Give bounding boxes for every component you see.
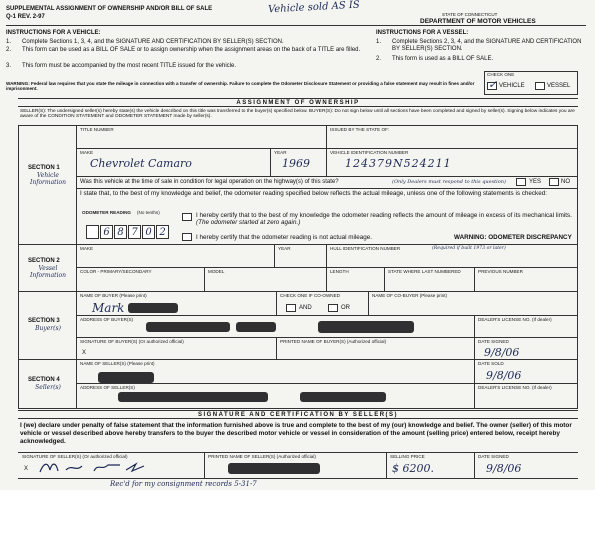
section-3-title: SECTION 3 [28, 318, 60, 324]
vessel-color-label: COLOR - PRIMARY/SECONDARY [80, 269, 152, 274]
agency-state: STATE OF CONNECTICUT [442, 12, 498, 17]
vessel-model-label: MODEL [208, 269, 225, 274]
instructions-vessel-item-1: Complete Sections 2, 3, 4, and the SIGNATURE AND CERTIFICATION BY SELLER(S) SECTION. [392, 39, 582, 52]
buyer-date-signed-label: DATE SIGNED [478, 339, 509, 344]
vessel-length-label: LENGTH [330, 269, 349, 274]
buyer-signature-label: SIGNATURE OF BUYER(S) (Or authorized official) [80, 339, 184, 344]
section-4-title: SECTION 4 [28, 377, 60, 383]
section-2-title: SECTION 2 [28, 258, 60, 264]
cobuyer-name-label: NAME OF CO-BUYER (Please print) [372, 293, 448, 298]
coowned-or-checkbox[interactable] [328, 304, 338, 312]
section-4-subtitle: Seller(s) [35, 384, 61, 391]
instructions-vehicle-heading: INSTRUCTIONS FOR A VEHICLE: [6, 30, 101, 36]
make-value[interactable]: Chevrolet Camaro [90, 157, 192, 170]
year-value[interactable]: 1969 [282, 157, 310, 170]
redacted-seller-address-2 [300, 392, 386, 402]
issued-by-label: ISSUED BY THE STATE OF: [330, 127, 390, 132]
legal-yes-checkbox[interactable] [516, 178, 526, 186]
vehicle-check-mark: ✓ [488, 78, 498, 91]
instructions-vessel-item-2: This form is used as a BILL OF SALE. [392, 56, 494, 62]
seller-address-label: ADDRESS OF SELLER(S) [80, 385, 135, 390]
instructions-vehicle-item-1: Complete Sections 1, 3, 4, and the SIGNATURE AND CERTIFICATION BY SELLER(S) SECTION. [22, 39, 284, 45]
odometer-reading-field[interactable] [86, 225, 170, 239]
buyer-address-label: ADDRESS OF BUYER(S) [80, 317, 134, 322]
redacted-seller-printed-name [228, 463, 320, 474]
make-label: MAKE [80, 150, 94, 155]
seller-date-signed-value[interactable]: 9/8/06 [486, 462, 522, 475]
check-one-label: CHECK ONE [487, 72, 515, 77]
vin-value[interactable]: 124379N524211 [345, 157, 452, 170]
section-1-title: SECTION 1 [28, 165, 60, 171]
odometer-exceeds-checkbox[interactable] [182, 213, 192, 221]
selling-price-label: SELLING PRICE [390, 454, 425, 459]
section-1-subtitle: Vehicle Information [29, 172, 66, 186]
buyer-printed-name-label: PRINTED NAME OF BUYER(S) (Authorized official) [280, 339, 387, 344]
federal-warning: WARNING: Federal law requires that you state the mileage in connection with a transfer of ownership. Failure to complete the Odometer Disclosure Statement or providing a false statement may result in fines and/or imprisonment. [6, 81, 475, 92]
redacted-seller-address-1 [118, 392, 268, 402]
seller-signature-x[interactable]: X [24, 466, 29, 472]
buyer-name-label: NAME OF BUYER (Please print) [80, 293, 147, 298]
seller-dealer-license-label: DEALER'S LICENSE NO. (If dealer) [478, 385, 552, 390]
state-last-numbered-label: STATE WHERE LAST NUMBERED [388, 269, 461, 274]
assignment-banner: ASSIGNMENT OF OWNERSHIP [18, 98, 578, 107]
buyer-dealer-license-label: DEALER'S LICENSE NO. (If dealer) [478, 317, 552, 322]
year-label: YEAR [274, 150, 287, 155]
hull-id-note: (Required if built 1973 or later) [432, 246, 506, 251]
legal-yes-label: YES [529, 179, 542, 185]
redacted-buyer-address-1 [146, 322, 230, 332]
legal-note: (Only Dealers must respond to this question) [392, 179, 506, 185]
seller-printed-name-label: PRINTED NAME OF SELLER(S) (Authorized official) [208, 454, 316, 459]
buyer-date-signed-value[interactable]: 9/8/06 [484, 346, 520, 359]
odometer-digit [86, 225, 99, 239]
vin-label: VEHICLE IDENTIFICATION NUMBER [330, 150, 409, 155]
bill-of-sale-document: SUPPLEMENTAL ASSIGNMENT OF OWNERSHIP AND/OR BILL OF SALE Q-1 REV. 2-97 Vehicle sold AS IS STATE OF CONNECTICUT DEPARTMENT OF MOTOR VEHICLES INSTRUCTIONS FOR A VEHICLE: 1. Complete Sections 1, 3, 4, and the SIGNATURE AND CERTIFICATION BY SELLER(S) SECTION. 2. This form can be used as a BILL OF SALE or to assign ownership when the assignment areas on the back of a TITLE are filled. 3. This form must be accompanied by the most recent TITLE issued for the vehicle. INSTRUCTIONS FOR A VESSEL: 1. Complete Sections 2, 3, 4, and the SIGNATURE AND CERTIFICATION BY SELLER(S) SECTION. 2. This form is used as a BILL OF SALE. CHECK ONE ✓ VEHICLE VESSEL WARNING: Federal law requires that you state the mileage in connection with a transfer of ownership. Failure to complete the Odometer Disclosure Statement or providing a false statement may result in fines and/or imprisonment. ASSIGNMENT OF OWNERSHIP SELLER(S): The undersigned seller(s) hereby state(s) the vehicle described on this title was transferred to the buyer(s) specified below. BUYER(S): Do not sign below until all sections have been completed and signed by seller(s). Signing below indicates you are aware of the CONDITION STATEMENT and ODOMETER STATEMENT made by seller(s). SECTION 1 Vehicle Information TITLE NUMBER ISSUED BY THE STATE OF: MAKE Chevrolet Camaro YEAR 1969 VEHICLE IDENTIFICATION NUMBER 124379N524211 Was this vehicle at the time of sale in condition for legal operation on the highway(s) of this state? (Only Dealers must respond to this question) YES NO I state that, to the best of my knowledge and belief, the odometer reading specified below reflects the actual mileage, unless one of the following statements is checked: ODOMETER READING (No tenths) 6 8 7 0 2 I hereby certify that to the best of my knowledge the odometer reading reflects the amount of mileage in excess of its mechanical limits. (The odometer started at zero again.) I hereby certify that the odometer reading is not actual mileage. WARNING: ODOMETER DISCREPANCY SECTION 2 Vessel Information MAKE YEAR HULL IDENTIFICATION NUMBER (Required if built 1973 or later) COLOR - PRIMARY/SECONDARY MODEL LENGTH STATE WHERE LAST NUMBERED PREVIOUS NUMBER SECTION 3 Buyer(s) NAME OF BUYER (Please print) Mark CHECK ONE IF CO-OWNED AND OR NAME OF CO-BUYER (Please print) ADDRESS OF BUYER(S) DEALER'S LICENSE NO. (If dealer) SIGNATURE OF BUYER(S) (Or authorized official) X PRINTED NAME OF BUYER(S) (Authorized official) DATE SIGNED 9/8/06 SECTION 4 Seller(s) NAME OF SELLER(S) (Please print) DATE SOLD 9/8/06 ADDRESS OF SELLER(S) DEALER'S LICENSE NO. (If dealer) SIGNATURE AND CERTIFICATION BY SELLER(S) I (we) declare under penalty of false statement that the information furnished above is true and complete to the best of my (our) knowledge and belief. The owner (seller) of this motor vehicle or vessel described above hereby transfers to the buyer the described motor vehicle or vessel in consideration of the amount (selling price) entered below, receipt hereby acknowledged. SIGNATURE OF SELLER(S) (Or authorized official) X PRINTED NAME OF SELLER(S) (Authorized official) SELLING PRICE $ 6200. DATE SIGNED 9/8/06 Rec'd for my consignment records 5-31-7 [0, 0, 595, 490]
certification-banner: SIGNATURE AND CERTIFICATION BY SELLER(S) [18, 410, 578, 419]
redacted-buyer-address-3 [318, 321, 414, 333]
seller-signature-scrawl [36, 458, 176, 476]
agency-name: DEPARTMENT OF MOTOR VEHICLES [420, 18, 536, 25]
vehicle-checkbox[interactable] [487, 78, 498, 91]
vessel-year-label: YEAR [278, 246, 291, 251]
coowned-label: CHECK ONE IF CO-OWNED [280, 293, 340, 298]
odometer-digit: 6 [100, 225, 113, 239]
coowned-and-label: AND [299, 305, 312, 311]
buyer-name-value[interactable]: Mark [92, 301, 125, 315]
vessel-make-label: MAKE [80, 246, 94, 251]
previous-number-label: PREVIOUS NUMBER [478, 269, 523, 274]
odometer-digit: 2 [156, 225, 169, 239]
buyer-signature-x[interactable]: X [82, 350, 87, 356]
hull-id-label: HULL IDENTIFICATION NUMBER [330, 246, 401, 251]
vessel-label: VESSEL [547, 83, 571, 89]
handwritten-bottom-note: Rec'd for my consignment records 5-31-7 [110, 480, 257, 488]
odometer-not-actual-checkbox[interactable] [182, 233, 192, 241]
section-2-subtitle: Vessel Information [29, 265, 66, 279]
odometer-discrepancy-warning: WARNING: ODOMETER DISCREPANCY [454, 234, 572, 241]
selling-price-value[interactable]: $ 6200. [392, 462, 434, 475]
instructions-vehicle-item-3: This form must be accompanied by the most recent TITLE issued for the vehicle. [22, 63, 236, 69]
redacted-buyer-address-2 [236, 322, 276, 332]
instructions-vessel-heading: INSTRUCTIONS FOR A VESSEL: [376, 30, 469, 36]
odometer-digit: 7 [128, 225, 141, 239]
redacted-buyer-surname [128, 303, 178, 313]
certification-text: I (we) declare under penalty of false statement that the information furnished above is true and complete to the best of my (our) knowledge and belief. The owner (seller) of this motor vehicle or vessel described above hereby transfers to the buyer the described motor vehicle or vessel in consideration of the amount (selling price) entered below, receipt hereby acknowledged. [20, 422, 572, 445]
odometer-cert-1: I hereby certify that to the best of my knowledge the odometer reading reflects the amount of mileage in excess of its mechanical limits. (The odometer started at zero again.) [196, 212, 572, 227]
title-number-label: TITLE NUMBER [80, 127, 114, 132]
instructions-vehicle-item-2: This form can be used as a BILL OF SALE or to assign ownership when the assignment areas on the back of a TITLE are filled. [22, 47, 361, 53]
date-sold-value[interactable]: 9/8/06 [486, 369, 522, 382]
date-sold-label: DATE SOLD [478, 361, 504, 366]
seller-date-signed-label: DATE SIGNED [478, 454, 509, 459]
form-title: SUPPLEMENTAL ASSIGNMENT OF OWNERSHIP AND/OR BILL OF SALE [6, 6, 213, 12]
coowned-and-checkbox[interactable] [286, 304, 296, 312]
seller-signature-label: SIGNATURE OF SELLER(S) (Or authorized official) [22, 454, 128, 459]
handwritten-note-top: Vehicle sold AS IS [267, 0, 360, 16]
legal-no-checkbox[interactable] [549, 178, 559, 186]
legal-question: Was this vehicle at the time of sale in condition for legal operation on the highway(s) of this state? [80, 179, 339, 185]
odometer-note: (No tenths) [137, 210, 160, 215]
section-3-subtitle: Buyer(s) [35, 325, 61, 332]
redacted-seller-name [98, 372, 154, 383]
odometer-digit: 0 [142, 225, 155, 239]
vessel-checkbox[interactable] [535, 82, 545, 90]
form-rev: Q-1 REV. 2-97 [6, 14, 45, 20]
coowned-or-label: OR [341, 305, 350, 311]
odometer-digit: 8 [114, 225, 127, 239]
vehicle-label: VEHICLE [499, 83, 525, 89]
odometer-cert-2: I hereby certify that the odometer reading is not actual mileage. [196, 234, 373, 241]
assignment-intro: SELLER(S): The undersigned seller(s) hereby state(s) the vehicle described on this title was transferred to the buyer(s) specified below. BUYER(S): Do not sign below until all sections have been completed and signed by seller(s). Signing below indicates you are aware of the CONDITION STATEMENT and ODOMETER STATEMENT made by seller(s). [20, 109, 575, 120]
odometer-statement: I state that, to the best of my knowledge and belief, the odometer reading specified below reflects the actual mileage, unless one of the following statements is checked: [80, 190, 547, 197]
odometer-label: ODOMETER READING [82, 210, 132, 215]
legal-no-label: NO [561, 179, 570, 185]
seller-name-label: NAME OF SELLER(S) (Please print) [80, 361, 155, 366]
